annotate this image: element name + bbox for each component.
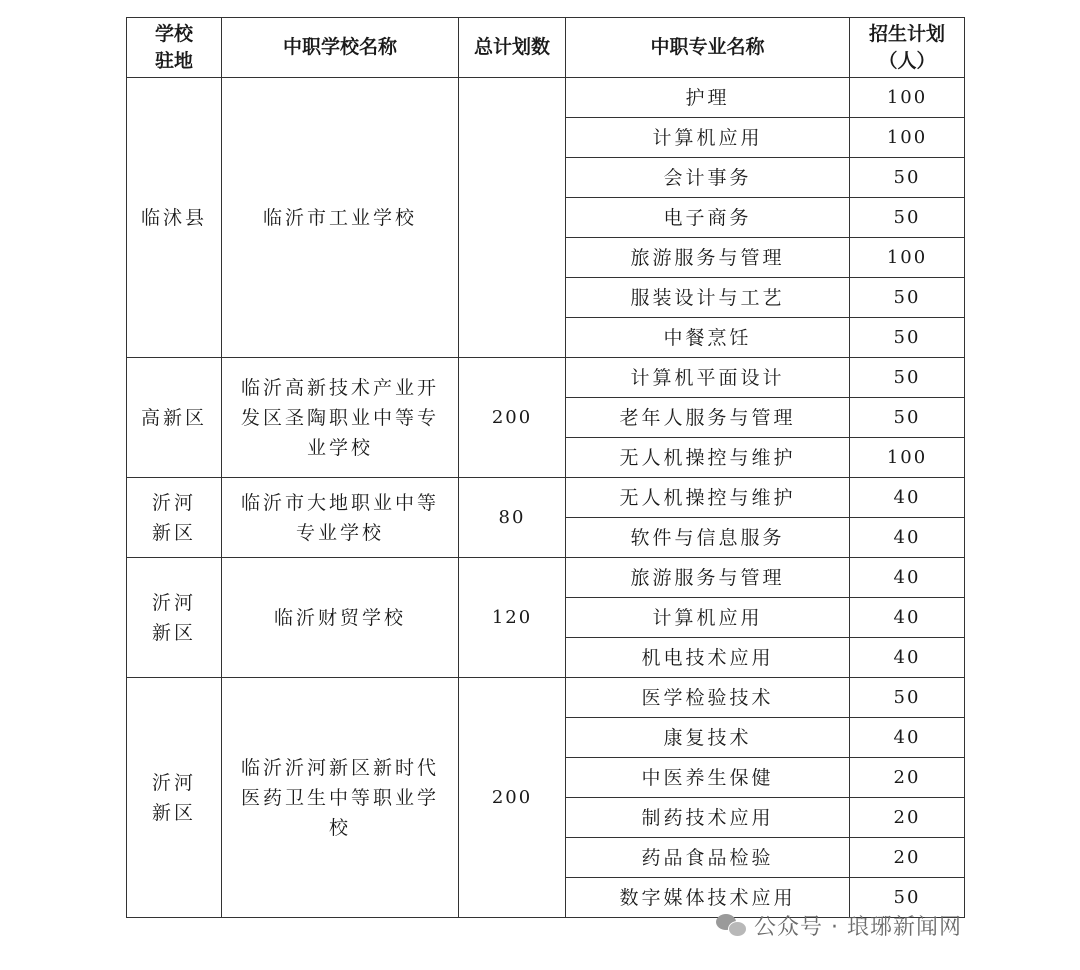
cell-plan: 50 <box>850 198 965 238</box>
cell-location: 临沭县 <box>127 78 222 358</box>
cell-plan: 50 <box>850 678 965 718</box>
cell-major: 无人机操控与维护 <box>566 478 850 518</box>
cell-plan: 50 <box>850 878 965 918</box>
cell-major: 中餐烹饪 <box>566 318 850 358</box>
cell-major: 数字媒体技术应用 <box>566 878 850 918</box>
cell-major: 机电技术应用 <box>566 638 850 678</box>
cell-major: 旅游服务与管理 <box>566 238 850 278</box>
cell-plan: 50 <box>850 318 965 358</box>
cell-school: 临沂财贸学校 <box>222 558 459 678</box>
cell-school: 临沂沂河新区新时代医药卫生中等职业学校 <box>222 678 459 918</box>
header-school: 中职学校名称 <box>222 18 459 78</box>
cell-major: 电子商务 <box>566 198 850 238</box>
cell-location: 沂河 新区 <box>127 478 222 558</box>
header-total: 总计划数 <box>459 18 566 78</box>
watermark <box>716 907 962 943</box>
cell-location: 沂河 新区 <box>127 678 222 918</box>
cell-major: 计算机平面设计 <box>566 358 850 398</box>
table-row <box>127 358 965 398</box>
cell-school: 临沂市工业学校 <box>222 78 459 358</box>
cell-plan: 50 <box>850 398 965 438</box>
cell-plan: 40 <box>850 598 965 638</box>
cell-plan: 40 <box>850 558 965 598</box>
cell-plan: 100 <box>850 438 965 478</box>
cell-major: 医学检验技术 <box>566 678 850 718</box>
cell-plan: 20 <box>850 798 965 838</box>
cell-plan: 20 <box>850 838 965 878</box>
header-location: 学校 驻地 <box>127 18 222 78</box>
cell-school: 临沂高新技术产业开发区圣陶职业中等专业学校 <box>222 358 459 478</box>
cell-major: 药品食品检验 <box>566 838 850 878</box>
cell-major: 护理 <box>566 78 850 118</box>
cell-plan: 100 <box>850 78 965 118</box>
wechat-icon <box>716 912 746 938</box>
cell-location: 高新区 <box>127 358 222 478</box>
header-plan: 招生计划 （人） <box>850 18 965 78</box>
header-major: 中职专业名称 <box>566 18 850 78</box>
table-row <box>127 478 965 518</box>
enrollment-plan-table <box>126 17 965 918</box>
cell-major: 康复技术 <box>566 718 850 758</box>
cell-plan: 40 <box>850 638 965 678</box>
cell-plan: 50 <box>850 278 965 318</box>
cell-major: 老年人服务与管理 <box>566 398 850 438</box>
cell-major: 旅游服务与管理 <box>566 558 850 598</box>
cell-major: 会计事务 <box>566 158 850 198</box>
cell-plan: 40 <box>850 518 965 558</box>
cell-plan: 100 <box>850 238 965 278</box>
table-row <box>127 678 965 718</box>
cell-school: 临沂市大地职业中等专业学校 <box>222 478 459 558</box>
cell-major: 计算机应用 <box>566 598 850 638</box>
cell-major: 计算机应用 <box>566 118 850 158</box>
cell-plan: 20 <box>850 758 965 798</box>
cell-major: 无人机操控与维护 <box>566 438 850 478</box>
table-row <box>127 558 965 598</box>
cell-total: 200 <box>459 358 566 478</box>
header-row <box>127 18 965 78</box>
cell-major: 中医养生保健 <box>566 758 850 798</box>
cell-total: 80 <box>459 478 566 558</box>
cell-plan: 50 <box>850 358 965 398</box>
cell-plan: 50 <box>850 158 965 198</box>
cell-plan: 100 <box>850 118 965 158</box>
cell-plan: 40 <box>850 718 965 758</box>
table-row <box>127 78 965 118</box>
cell-plan: 40 <box>850 478 965 518</box>
table-body <box>127 78 965 918</box>
cell-major: 服装设计与工艺 <box>566 278 850 318</box>
cell-major: 制药技术应用 <box>566 798 850 838</box>
cell-total: 120 <box>459 558 566 678</box>
cell-location: 沂河 新区 <box>127 558 222 678</box>
cell-major: 软件与信息服务 <box>566 518 850 558</box>
watermark-text: 公众号 · 琅琊新闻网 <box>754 914 962 940</box>
cell-total <box>459 78 566 358</box>
cell-total: 200 <box>459 678 566 918</box>
